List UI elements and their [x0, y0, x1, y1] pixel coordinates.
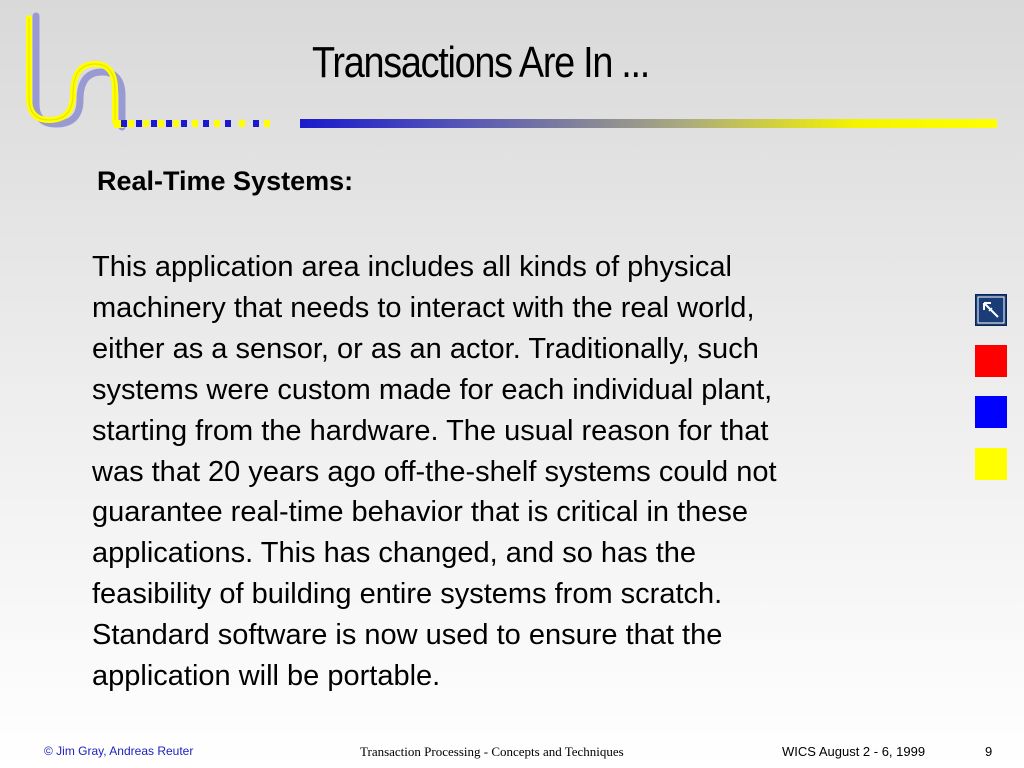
red-square-button[interactable]: [975, 345, 1007, 377]
slide-subtitle: Real-Time Systems:: [97, 166, 354, 196]
footer-course-title: Transaction Processing - Concepts and Techniques: [360, 744, 624, 759]
footer-copyright: © Jim Gray, Andreas Reuter: [44, 744, 194, 758]
arrow-icon: [976, 295, 1006, 325]
title-gradient-bar: [300, 119, 997, 128]
yellow-square-button[interactable]: [975, 448, 1007, 480]
ta-logo-icon: [18, 12, 278, 137]
slide-body-text: This application area includes all kinds of physical machinery that needs to interact with the real world, either as a sensor, or as an actor. Traditionally, such systems were custom made for each individual plant, starting from the hardware. The usual reason for that was that 20 years ago off-the-shelf systems could not guarantee real-time behavior that is critical in these applications. This has changed, and so has the feasibility of building entire systems from scratch. Standard software is now used to ensure that the application will be portable.: [92, 251, 777, 693]
slide-title: Transactions Are In ...: [312, 38, 649, 87]
nav-button[interactable]: [975, 294, 1007, 326]
page-number: 9: [985, 744, 993, 759]
footer-event: WICS August 2 - 6, 1999: [782, 744, 926, 759]
blue-square-button[interactable]: [975, 396, 1007, 428]
